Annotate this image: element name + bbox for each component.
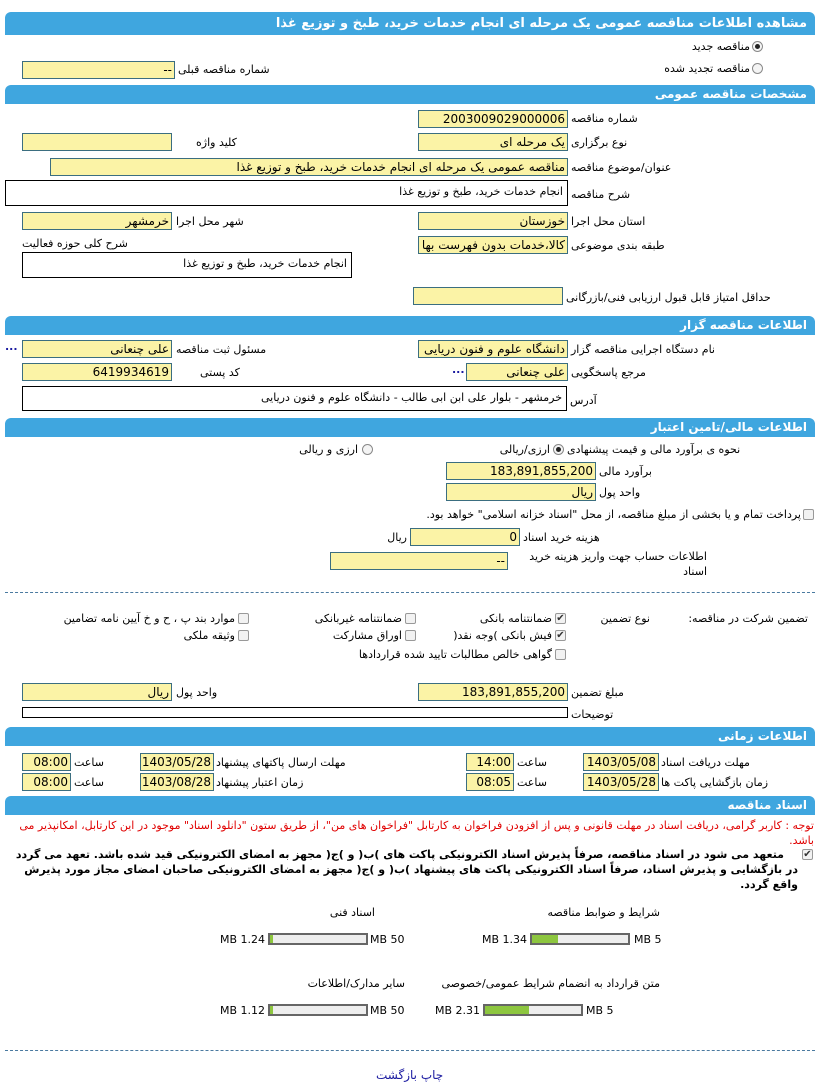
guarantee-cash-checkbox[interactable]: ✔ <box>556 630 565 641</box>
time-label: ساعت <box>517 776 547 789</box>
holding-type-label: نوع برگزاری <box>571 136 628 149</box>
time-label: ساعت <box>517 756 547 769</box>
new-tender-label: مناقصه جدید <box>691 40 750 53</box>
currency-field[interactable]: ریال <box>446 483 596 501</box>
file-progress-fill <box>270 935 273 943</box>
city-label: شهر محل اجرا <box>176 215 244 228</box>
guarantee-nonbank-checkbox[interactable] <box>405 613 416 624</box>
file-progress-fill <box>532 935 558 943</box>
province-label: استان محل اجرا <box>571 215 646 228</box>
file-progress-bar <box>530 933 630 945</box>
registrar-more-button[interactable]: ... <box>5 340 18 353</box>
estimate-label: برآورد مالی <box>599 465 652 478</box>
tender-number-field[interactable]: 2003009029000006 <box>418 110 568 128</box>
min-score-label: حداقل امتیاز قابل قبول ارزیابی فنی/بازرگانی <box>566 291 771 304</box>
estimate-method-label: نحوه ی برآورد مالی و قیمت پیشنهادی <box>567 443 741 456</box>
guarantee-bank-checkbox[interactable]: ✔ <box>556 613 565 624</box>
province-field[interactable]: خوزستان <box>418 212 568 230</box>
guarantee-amount-field[interactable]: 183,891,855,200 <box>418 683 568 701</box>
divider <box>5 1050 815 1051</box>
submit-deadline-date[interactable]: 1403/05/28 <box>140 753 214 771</box>
number-label: شماره مناقصه <box>571 112 638 125</box>
subject-label: عنوان/موضوع مناقصه <box>571 161 672 174</box>
currency-and-rial-label: ارزی و ریالی <box>299 443 358 456</box>
address-label: آدرس <box>570 394 597 407</box>
account-label: اطلاعات حساب جهت واریز هزینه خرید اسناد <box>529 550 707 578</box>
file-progress-fill <box>270 1006 273 1014</box>
notes-label: توضیحات <box>571 708 614 721</box>
page-title: مشاهده اطلاعات مناقصه عمومی یک مرحله ای انجام خدمات خرید، طبخ و توزیع غذا <box>5 12 815 35</box>
commitment-checkbox[interactable]: ✔ <box>803 849 812 860</box>
contact-label: مرجع پاسخگویی <box>571 366 646 379</box>
prev-number-label: شماره مناقصه قبلی <box>178 63 270 76</box>
guarantee-receivables-checkbox[interactable] <box>555 649 566 660</box>
guarantee-option-label: اوراق مشارکت <box>332 629 402 642</box>
section-finance: اطلاعات مالی/تامین اعتبار <box>5 418 815 437</box>
documents-notice: توجه : کاربر گرامی، دریافت اسناد در مهلت قانونی و پس از افزودن فراخوان به کارتابل "فراخوان های من"، از طریق ستون "دانلود اسناد" موجود در این کارتابل، امکانپذیر می باشد. <box>19 819 814 847</box>
doc-deadline-date[interactable]: 1403/05/08 <box>583 753 659 771</box>
holding-type-field[interactable]: یک مرحله ای <box>418 133 568 151</box>
guarantee-currency-label: واحد پول <box>176 686 218 699</box>
time-label: ساعت <box>74 776 104 789</box>
file-progress-bar <box>268 1004 368 1016</box>
currency-label: واحد پول <box>599 486 641 499</box>
renewed-tender-label: مناقصه تجدید شده <box>664 62 750 75</box>
category-label: طبقه بندی موضوعی <box>571 239 665 252</box>
file-max: 5 MB <box>586 1004 614 1017</box>
validity-date[interactable]: 1403/08/28 <box>140 773 214 791</box>
doc-deadline-time[interactable]: 14:00 <box>466 753 514 771</box>
estimate-field[interactable]: 183,891,855,200 <box>446 462 596 480</box>
postal-label: کد پستی <box>200 366 240 379</box>
min-score-field[interactable] <box>413 287 563 305</box>
radio-renewed-tender[interactable] <box>752 63 763 74</box>
city-field[interactable]: خرمشهر <box>22 212 172 230</box>
contact-more-button[interactable]: ... <box>452 363 465 376</box>
radio-rial[interactable] <box>553 444 564 455</box>
guarantee-amount-label: مبلغ تضمین <box>571 686 624 699</box>
description-label: شرح مناقصه <box>571 188 631 201</box>
prev-number-field[interactable]: -- <box>22 61 175 79</box>
doc-fee-label: هزینه خرید اسناد <box>523 531 600 544</box>
org-field[interactable]: دانشگاه علوم و فنون دریایی <box>418 340 568 358</box>
file-max: 5 MB <box>634 933 662 946</box>
file-label: شرایط و ضوابط مناقصه <box>547 906 660 919</box>
doc-fee-unit: ریال <box>387 531 407 544</box>
guarantee-option-label: وثیقه ملکی <box>183 629 235 642</box>
submit-deadline-time[interactable]: 08:00 <box>22 753 71 771</box>
file-label: اسناد فنی <box>329 906 375 919</box>
guarantee-clauses-checkbox[interactable] <box>238 613 249 624</box>
scope-label: شرح کلی حوزه فعالیت <box>22 237 128 250</box>
file-label: متن قرارداد به انضمام شرایط عمومی/خصوصی <box>441 977 660 990</box>
treasury-checkbox[interactable] <box>803 509 814 520</box>
file-progress-bar <box>483 1004 583 1016</box>
keyword-field[interactable] <box>22 133 172 151</box>
opening-date[interactable]: 1403/05/28 <box>583 773 659 791</box>
print-link[interactable]: چاپ <box>420 1068 444 1082</box>
guarantee-property-checkbox[interactable] <box>238 630 249 641</box>
file-size: 1.24 MB <box>219 933 265 946</box>
file-max: 50 MB <box>370 933 405 946</box>
footer-links <box>376 1068 443 1082</box>
guarantee-label: تضمین شرکت در مناقصه: <box>688 612 808 625</box>
scope-field[interactable]: انجام خدمات خرید، طبخ و توزیع غذا <box>22 252 352 278</box>
guarantee-type-label: نوع تضمین <box>600 612 650 625</box>
file-max: 50 MB <box>370 1004 405 1017</box>
file-size: 1.12 MB <box>219 1004 265 1017</box>
commitment-text: متعهد می شود در اسناد مناقصه، صرفاً پذیرش اسناد الکترونیکی پاکت های )ب( و )ج( مجهز به امضای الکترونیکی قید شده باشد. تعهد می گردد در بازگشایی و پذیرش اسناد، صرفاً اسناد الکترونیکی پاکت های پیشنهاد )ب( و )ج( مجهز به امضای الکترونیکی صاحبان امضای مجاز مورد پذیرش واقع گردد. <box>15 848 798 891</box>
back-link[interactable]: بازگشت <box>376 1068 417 1082</box>
file-size: 1.34 MB <box>481 933 527 946</box>
opening-time[interactable]: 08:05 <box>466 773 514 791</box>
section-organizer: اطلاعات مناقصه گزار <box>5 316 815 335</box>
file-label: سایر مدارک/اطلاعات <box>307 977 405 990</box>
guarantee-option-label: ضمانتنامه بانکی <box>479 612 552 625</box>
address-field[interactable]: خرمشهر - بلوار علی ابن ابی طالب - دانشگاه علوم و فنون دریایی <box>22 386 567 411</box>
radio-currency-and-rial[interactable] <box>362 444 373 455</box>
contact-field[interactable]: علی چنعانی <box>466 363 568 381</box>
description-field[interactable]: انجام خدمات خرید، طبخ و توزیع غذا <box>5 180 568 206</box>
keyword-label: کلید واژه <box>196 136 237 149</box>
guarantee-option-label: فیش بانکی )وجه نقد( <box>453 629 552 642</box>
guarantee-bonds-checkbox[interactable] <box>405 630 416 641</box>
time-label: ساعت <box>74 756 104 769</box>
section-documents: اسناد مناقصه <box>5 796 815 815</box>
file-progress-fill <box>485 1006 529 1014</box>
postal-field[interactable]: 6419934619 <box>22 363 172 381</box>
rial-label: ارزی/ریالی <box>499 443 550 456</box>
opening-label: زمان بازگشایی پاکت ها <box>661 776 769 789</box>
file-progress-bar <box>268 933 368 945</box>
category-field[interactable]: کالا،خدمات بدون فهرست بها <box>418 236 568 254</box>
validity-label: زمان اعتبار پیشنهاد <box>216 776 304 789</box>
doc-deadline-label: مهلت دریافت اسناد <box>661 756 750 769</box>
validity-time[interactable]: 08:00 <box>22 773 71 791</box>
registrar-field[interactable]: علی چنعانی <box>22 340 172 358</box>
guarantee-option-label: موارد بند پ ، ح و خ آیین نامه تضامین <box>63 612 235 625</box>
org-label: نام دستگاه اجرایی مناقصه گزار <box>571 343 715 356</box>
guarantee-option-label: ضمانتنامه غیربانکی <box>314 612 402 625</box>
radio-new-tender[interactable] <box>752 41 763 52</box>
divider <box>5 592 815 593</box>
registrar-label: مسئول ثبت مناقصه <box>176 343 267 356</box>
section-general: مشخصات مناقصه عمومی <box>5 85 815 104</box>
subject-field[interactable]: مناقصه عمومی یک مرحله ای انجام خدمات خرید، طبخ و توزیع غذا <box>50 158 568 176</box>
file-size: 2.31 MB <box>434 1004 480 1017</box>
account-field[interactable]: -- <box>330 552 508 570</box>
section-timing: اطلاعات زمانی <box>5 727 815 746</box>
doc-fee-field[interactable]: 0 <box>410 528 520 546</box>
notes-field[interactable] <box>22 707 568 718</box>
guarantee-option-label: گواهی خالص مطالبات تایید شده قراردادها <box>358 648 552 661</box>
guarantee-currency-field[interactable]: ریال <box>22 683 172 701</box>
treasury-label: پرداخت تمام و یا بخشی از مبلغ مناقصه، از محل "اسناد خزانه اسلامی" خواهد بود. <box>426 508 801 521</box>
submit-deadline-label: مهلت ارسال پاکتهای پیشنهاد <box>216 756 346 769</box>
